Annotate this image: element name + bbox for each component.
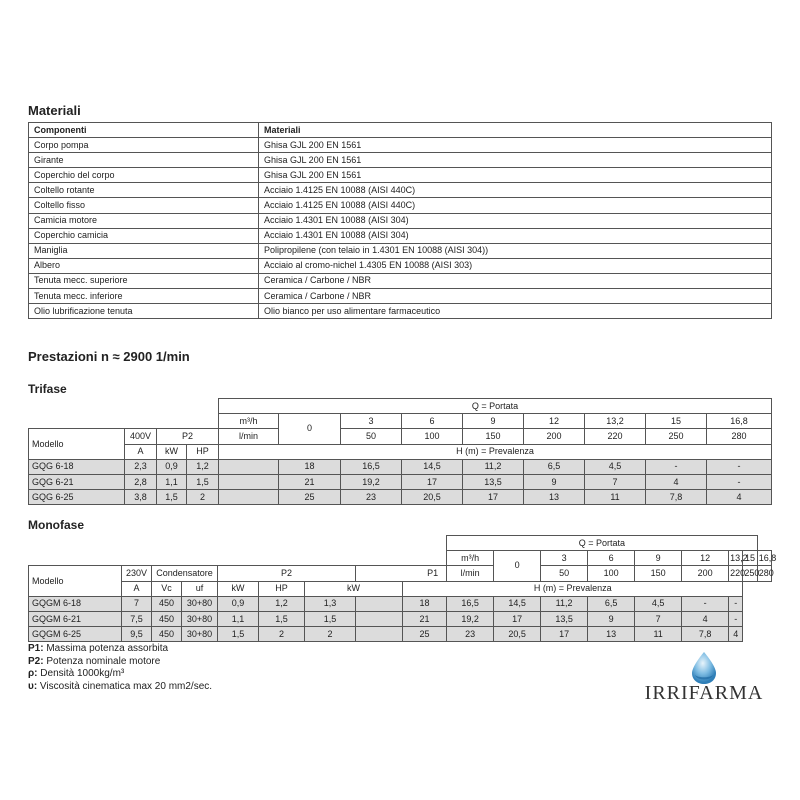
- empty-cell: [356, 627, 403, 642]
- empty-cell: [29, 536, 447, 551]
- head-value-cell: -: [646, 459, 707, 474]
- head-value-cell: 11: [585, 490, 646, 505]
- material-cell: Acciaio 1.4125 EN 10088 (AISI 440C): [259, 183, 772, 198]
- head-value-cell: 11,2: [541, 596, 588, 611]
- component-cell: Coltello rotante: [29, 183, 259, 198]
- head-value-cell: 16,5: [341, 459, 402, 474]
- head-value-cell: 9: [524, 474, 585, 489]
- materials-row: [29, 213, 772, 228]
- empty-cell: [29, 399, 219, 414]
- kw-cell: 1,1: [218, 611, 259, 626]
- head-value-cell: -: [729, 611, 743, 626]
- head-value-cell: 11,2: [463, 459, 524, 474]
- q-lmin-value: 280: [707, 429, 772, 444]
- q-m3h-value: 9: [463, 414, 524, 429]
- header-row: [29, 414, 772, 429]
- model-cell: GQGM 6-18: [29, 596, 122, 611]
- materials-row: [29, 273, 772, 288]
- current-cell: 7: [122, 596, 152, 611]
- q-lmin-value: 150: [463, 429, 524, 444]
- table-row: [29, 459, 772, 474]
- portata-header: Q = Portata: [219, 399, 772, 414]
- modello-header: Modello: [29, 429, 125, 459]
- head-value-cell: -: [707, 459, 772, 474]
- q-lmin-value: 250: [743, 566, 757, 581]
- head-value-cell: 20,5: [402, 490, 463, 505]
- head-value-cell: 4: [682, 611, 729, 626]
- water-drop-icon: [634, 650, 774, 686]
- hp-cell: 1,5: [259, 611, 305, 626]
- head-value-cell: 25: [403, 627, 447, 642]
- head-value-cell: 18: [403, 596, 447, 611]
- p1-cell: 2: [305, 627, 356, 642]
- material-cell: Olio bianco per uso alimentare farmaceutico: [259, 304, 772, 319]
- material-cell: Acciaio 1.4301 EN 10088 (AISI 304): [259, 213, 772, 228]
- column-header: Materiali: [259, 123, 772, 138]
- legend-item: [28, 656, 212, 669]
- hp-cell: 2: [259, 627, 305, 642]
- kw-cell: 1,5: [157, 490, 187, 505]
- component-cell: Maniglia: [29, 243, 259, 258]
- hp-cell: 1,5: [187, 474, 219, 489]
- legend-key: P1:: [28, 643, 44, 654]
- head-value-cell: 4: [729, 627, 743, 642]
- header-row: [29, 399, 772, 414]
- materials-row: [29, 258, 772, 273]
- material-cell: Acciaio al cromo-nichel 1.4305 EN 10088 (AISI 303): [259, 258, 772, 273]
- component-cell: Albero: [29, 258, 259, 273]
- head-value-cell: 6,5: [524, 459, 585, 474]
- kw-cell: 0,9: [157, 459, 187, 474]
- current-cell: 2,8: [125, 474, 157, 489]
- model-cell: GQG 6-25: [29, 490, 125, 505]
- head-value-cell: 13: [588, 627, 635, 642]
- materials-header-row: [29, 123, 772, 138]
- materials-row: [29, 183, 772, 198]
- q-lmin-value: 220: [729, 566, 743, 581]
- head-value-cell: 17: [541, 627, 588, 642]
- q-m3h-value: 13,2: [585, 414, 646, 429]
- head-value-cell: 20,5: [494, 627, 541, 642]
- q-m3h-value: 16,8: [707, 414, 772, 429]
- header-row: [29, 551, 772, 566]
- materials-row: [29, 289, 772, 304]
- component-cell: Tenuta mecc. inferiore: [29, 289, 259, 304]
- q-value: 0: [494, 551, 541, 581]
- hp-cell: 1,2: [187, 459, 219, 474]
- materials-row: [29, 153, 772, 168]
- component-cell: Corpo pompa: [29, 138, 259, 153]
- head-value-cell: 14,5: [494, 596, 541, 611]
- header-row: [29, 444, 772, 459]
- head-value-cell: 4: [707, 490, 772, 505]
- hp-cell: 1,2: [259, 596, 305, 611]
- condensatore-header: Condensatore: [152, 566, 218, 581]
- unit-label: A: [125, 444, 157, 459]
- header-row: [29, 581, 772, 596]
- q-lmin-value: 100: [588, 566, 635, 581]
- vc-cell: 450: [152, 627, 182, 642]
- head-value-cell: 4,5: [635, 596, 682, 611]
- empty-cell: [29, 551, 447, 566]
- component-cell: Olio lubrificazione tenuta: [29, 304, 259, 319]
- head-value-cell: 4: [646, 474, 707, 489]
- unit-label: uf: [182, 581, 218, 596]
- material-cell: Ghisa GJL 200 EN 1561: [259, 168, 772, 183]
- component-cell: Coperchio camicia: [29, 228, 259, 243]
- portata-header: Q = Portata: [447, 536, 758, 551]
- q-lmin-value: 200: [524, 429, 585, 444]
- legend-text: Densità 1000kg/m³: [37, 668, 125, 679]
- unit-label: HP: [259, 581, 305, 596]
- p2-header: P2: [218, 566, 356, 581]
- irrifarma-logo: [634, 650, 774, 710]
- materials-row: [29, 198, 772, 213]
- head-value-cell: 7,8: [682, 627, 729, 642]
- materials-row: [29, 138, 772, 153]
- current-cell: 9,5: [122, 627, 152, 642]
- empty-cell: [356, 596, 403, 611]
- vc-cell: 450: [152, 596, 182, 611]
- kw-cell: 0,9: [218, 596, 259, 611]
- legend-key: ρ:: [28, 668, 38, 679]
- legend-text: Massima potenza assorbita: [43, 643, 169, 654]
- current-cell: 3,8: [125, 490, 157, 505]
- unit-label: Vc: [152, 581, 182, 596]
- trifase-title: Trifase: [28, 382, 67, 396]
- material-cell: Acciaio 1.4301 EN 10088 (AISI 304): [259, 228, 772, 243]
- table-row: [29, 490, 772, 505]
- component-cell: Coperchio del corpo: [29, 168, 259, 183]
- header-row: [29, 566, 772, 581]
- component-cell: Girante: [29, 153, 259, 168]
- unit-label: kW: [305, 581, 403, 596]
- unit-label: l/min: [219, 429, 279, 444]
- unit-label: A: [122, 581, 152, 596]
- unit-label: m³/h: [219, 414, 279, 429]
- unit-label: m³/h: [447, 551, 494, 566]
- kw-cell: 1,5: [218, 627, 259, 642]
- prestazioni-title: Prestazioni n ≈ 2900 1/min: [28, 349, 190, 364]
- empty-cell: [356, 611, 403, 626]
- head-value-cell: 17: [494, 611, 541, 626]
- head-value-cell: 23: [341, 490, 402, 505]
- head-value-cell: 16,5: [447, 596, 494, 611]
- header-row: [29, 536, 772, 551]
- modello-header: Modello: [29, 566, 122, 596]
- table-row: [29, 611, 772, 626]
- q-m3h-value: 6: [588, 551, 635, 566]
- head-value-cell: 13,5: [541, 611, 588, 626]
- empty-cell: [219, 474, 279, 489]
- legend-key: υ:: [28, 680, 38, 692]
- material-cell: Polipropilene (con telaio in 1.4301 EN 10088 (AISI 304)): [259, 243, 772, 258]
- legend-item: [28, 643, 212, 656]
- legend: [28, 643, 212, 693]
- head-value-cell: 17: [402, 474, 463, 489]
- voltage-header: 400V: [125, 429, 157, 444]
- uf-cell: 30+80: [182, 611, 218, 626]
- kw-cell: 1,1: [157, 474, 187, 489]
- head-value-cell: 18: [279, 459, 341, 474]
- table-row: [29, 627, 772, 642]
- material-cell: Acciaio 1.4125 EN 10088 (AISI 440C): [259, 198, 772, 213]
- head-value-cell: 17: [463, 490, 524, 505]
- empty-cell: [29, 414, 219, 429]
- model-cell: GQGM 6-25: [29, 627, 122, 642]
- head-value-cell: -: [682, 596, 729, 611]
- model-cell: GQG 6-18: [29, 459, 125, 474]
- q-lmin-value: 220: [585, 429, 646, 444]
- head-value-cell: 7: [585, 474, 646, 489]
- head-value-cell: 19,2: [447, 611, 494, 626]
- materials-row: [29, 243, 772, 258]
- unit-label: l/min: [447, 566, 494, 581]
- materials-table: [28, 122, 772, 319]
- p1-cell: 1,3: [305, 596, 356, 611]
- head-value-cell: 13,5: [463, 474, 524, 489]
- q-m3h-value: 13,2: [729, 551, 743, 566]
- head-value-cell: 4,5: [585, 459, 646, 474]
- head-value-cell: 7,8: [646, 490, 707, 505]
- q-m3h-value: 6: [402, 414, 463, 429]
- prevalenza-header: H (m) = Prevalenza: [403, 581, 743, 596]
- material-cell: Ceramica / Carbone / NBR: [259, 289, 772, 304]
- q-lmin-value: 280: [757, 566, 771, 581]
- materials-row: [29, 168, 772, 183]
- unit-label: HP: [187, 444, 219, 459]
- trifase-table: [28, 398, 772, 505]
- material-cell: Ghisa GJL 200 EN 1561: [259, 153, 772, 168]
- q-lmin-value: 100: [402, 429, 463, 444]
- q-m3h-value: 16,8: [757, 551, 771, 566]
- head-value-cell: 21: [279, 474, 341, 489]
- q-lmin-value: 50: [341, 429, 402, 444]
- head-value-cell: 9: [588, 611, 635, 626]
- head-value-cell: 6,5: [588, 596, 635, 611]
- table-row: [29, 474, 772, 489]
- column-header: Componenti: [29, 123, 259, 138]
- head-value-cell: 25: [279, 490, 341, 505]
- q-m3h-value: 15: [646, 414, 707, 429]
- legend-text: Viscosità cinematica max 20 mm2/sec.: [37, 680, 213, 692]
- head-value-cell: 14,5: [402, 459, 463, 474]
- head-value-cell: -: [707, 474, 772, 489]
- q-m3h-value: 3: [341, 414, 402, 429]
- unit-label: kW: [157, 444, 187, 459]
- logo-text: IRRIFARMA: [644, 682, 764, 704]
- head-value-cell: 21: [403, 611, 447, 626]
- head-value-cell: 13: [524, 490, 585, 505]
- empty-cell: [219, 490, 279, 505]
- uf-cell: 30+80: [182, 596, 218, 611]
- legend-key: P2:: [28, 655, 44, 667]
- monofase-title: Monofase: [28, 518, 85, 532]
- legend-item: [28, 668, 212, 681]
- hp-cell: 2: [187, 490, 219, 505]
- legend-item: [28, 681, 212, 694]
- q-m3h-value: 15: [743, 551, 757, 566]
- header-row: [29, 429, 772, 444]
- q-m3h-value: 12: [524, 414, 585, 429]
- q-m3h-value: 3: [541, 551, 588, 566]
- p1-cell: 1,5: [305, 611, 356, 626]
- materials-row: [29, 228, 772, 243]
- model-cell: GQG 6-21: [29, 474, 125, 489]
- unit-label: kW: [218, 581, 259, 596]
- component-cell: Tenuta mecc. superiore: [29, 273, 259, 288]
- current-cell: 2,3: [125, 459, 157, 474]
- p2-header: P2: [157, 429, 219, 444]
- model-cell: GQGM 6-21: [29, 611, 122, 626]
- p1-header: P1: [356, 566, 447, 581]
- empty-cell: [219, 459, 279, 474]
- current-cell: 7,5: [122, 611, 152, 626]
- q-lmin-value: 50: [541, 566, 588, 581]
- q-m3h-value: 9: [635, 551, 682, 566]
- q-lmin-value: 150: [635, 566, 682, 581]
- component-cell: Coltello fisso: [29, 198, 259, 213]
- q-m3h-value: 12: [682, 551, 729, 566]
- material-cell: Ceramica / Carbone / NBR: [259, 273, 772, 288]
- component-cell: Camicia motore: [29, 213, 259, 228]
- materiali-title: Materiali: [28, 103, 81, 118]
- head-value-cell: 23: [447, 627, 494, 642]
- legend-text: Potenza nominale motore: [43, 655, 161, 667]
- voltage-header: 230V: [122, 566, 152, 581]
- q-lmin-value: 200: [682, 566, 729, 581]
- head-value-cell: 11: [635, 627, 682, 642]
- prevalenza-header: H (m) = Prevalenza: [219, 444, 772, 459]
- material-cell: Ghisa GJL 200 EN 1561: [259, 138, 772, 153]
- table-row: [29, 596, 772, 611]
- materials-row: [29, 304, 772, 319]
- head-value-cell: -: [729, 596, 743, 611]
- monofase-table: [28, 535, 777, 642]
- uf-cell: 30+80: [182, 627, 218, 642]
- head-value-cell: 19,2: [341, 474, 402, 489]
- vc-cell: 450: [152, 611, 182, 626]
- head-value-cell: 7: [635, 611, 682, 626]
- q-value: 0: [279, 414, 341, 444]
- q-lmin-value: 250: [646, 429, 707, 444]
